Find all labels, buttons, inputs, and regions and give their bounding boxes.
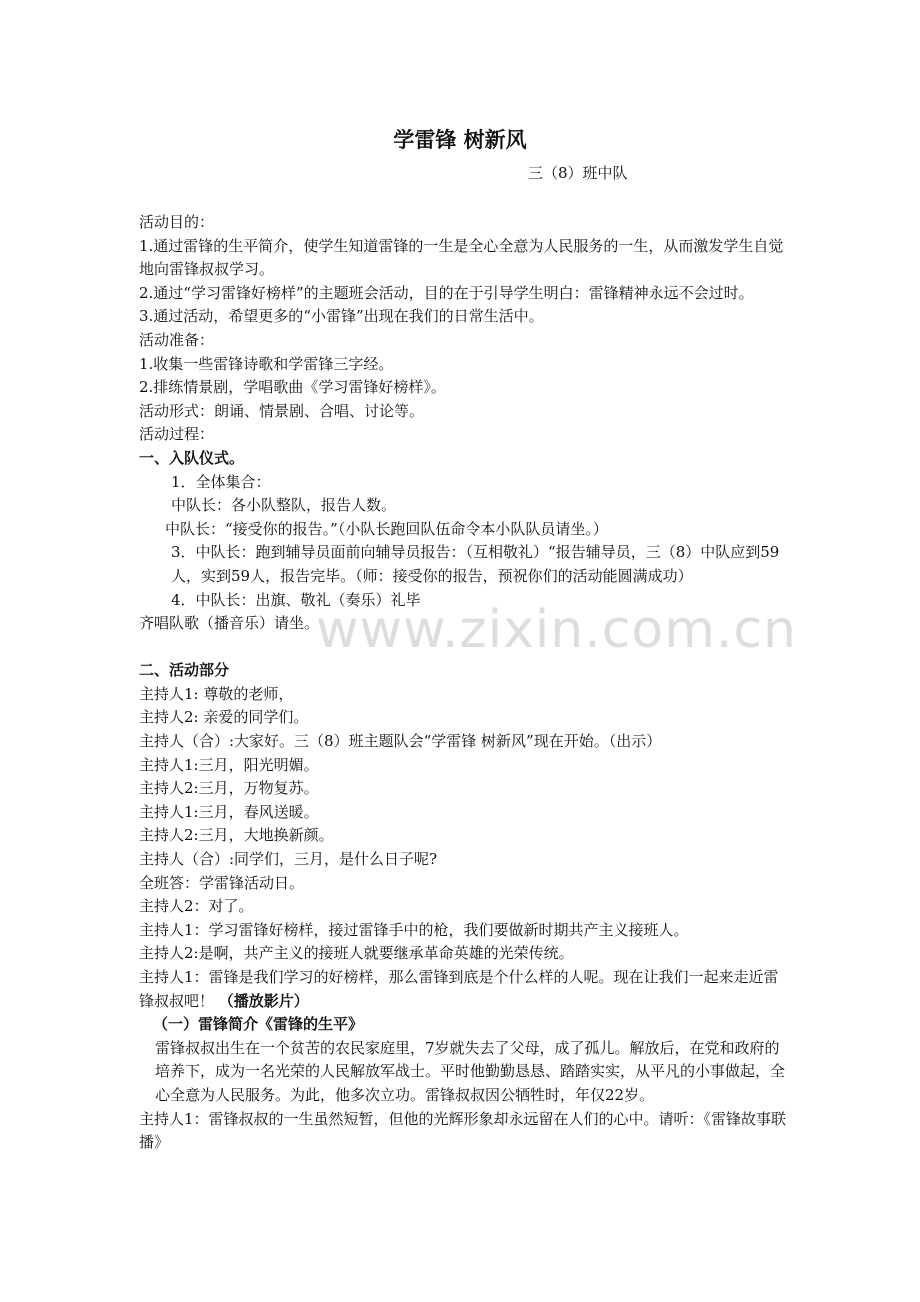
section-heading-process: 活动过程： bbox=[139, 425, 215, 444]
script-line: 主持人1: 尊敬的老师， bbox=[139, 684, 294, 703]
biography-paragraph: 雷锋叔叔出生在一个贫苦的农民家庭里，7岁就失去了父母，成了孤儿。解放后，在党和政府的培养下，成为一名光荣的人民解放军战士。平时他勤勤恳恳、踏踏实实，从平凡的小事做起，全心全意为人民服务。为此，他多次立功。雷锋叔叔因公牺牲时，年仅22岁。 bbox=[155, 1038, 786, 1104]
script-line: 主持人1:三月，春风送暖。 bbox=[139, 802, 319, 821]
script-line-with-cue bbox=[139, 966, 791, 1013]
ceremony-step-4: 4．中队长：出旗、敬礼（奏乐）礼毕 bbox=[171, 590, 421, 609]
script-line: 全班答：学雷锋活动日。 bbox=[139, 873, 305, 892]
ceremony-step-2: 中队长：“接受你的报告。”（小队长跑回队伍命令本小队队员请坐。） bbox=[165, 519, 608, 538]
subsection-heading-biography: （一）雷锋简介《雷锋的生平》 bbox=[153, 1015, 364, 1034]
script-line: 主持人2: 亲爱的同学们。 bbox=[139, 708, 309, 727]
script-line: 主持人2：对了。 bbox=[139, 897, 254, 916]
ceremony-step-1: 1．全体集合： bbox=[171, 472, 271, 491]
class-squad-label: 三（8）班中队 bbox=[528, 164, 628, 182]
document-title: 学雷锋 树新风 bbox=[393, 127, 527, 152]
play-video-cue: （播放影片） bbox=[218, 991, 309, 1010]
script-line: 主持人1:三月，阳光明媚。 bbox=[139, 755, 319, 774]
preparation-item-1: 1.收集一些雷锋诗歌和学雷锋三字经。 bbox=[139, 354, 394, 373]
script-line: 主持人2:是啊，共产主义的接班人就要继承革命英雄的光荣传统。 bbox=[139, 944, 574, 963]
script-line: 主持人1：雷锋是我们学习的好榜样，那么雷锋到底是个什么样的人呢。现在让我们一起来走近雷锋叔叔吧！ bbox=[139, 968, 779, 1010]
script-line: 主持人2:三月，万物复苏。 bbox=[139, 779, 319, 798]
ceremony-step-1-detail: 中队长：各小队整队，报告人数。 bbox=[171, 496, 397, 515]
document-body bbox=[139, 211, 791, 1155]
ceremony-anthem: 齐唱队歌（播音乐）请坐。 bbox=[139, 614, 320, 633]
section-heading-preparation: 活动准备： bbox=[139, 330, 215, 349]
script-line: 主持人（合）:同学们，三月，是什么日子呢? bbox=[139, 850, 438, 869]
script-line: 主持人1：雷锋叔叔的一生虽然短暂，但他的光辉形象却永远留在人们的心中。请听：《雷锋故事联播》 bbox=[139, 1109, 787, 1152]
watermark: www.zixin.com.cn bbox=[316, 600, 797, 660]
blank-line bbox=[139, 636, 791, 660]
activity-format: 活动形式：朗诵、情景剧、合唱、讨论等。 bbox=[139, 401, 425, 420]
purpose-item-1: 1.通过雷锋的生平简介，使学生知道雷锋的一生是全心全意为人民服务的一生，从而激发学生自觉地向雷锋叔叔学习。 bbox=[139, 236, 784, 279]
script-line: 主持人1：学习雷锋好榜样，接过雷锋手中的枪，我们要做新时期共产主义接班人。 bbox=[139, 920, 689, 939]
part-heading-activity: 二、活动部分 bbox=[139, 661, 230, 680]
purpose-item-3: 3.通过活动，希望更多的“小雷锋”出现在我们的日常生活中。 bbox=[139, 307, 544, 326]
script-line: 主持人（合）:大家好。三（8）班主题队会“学雷锋 树新风”现在开始。（出示） bbox=[139, 732, 662, 751]
script-line: 主持人2:三月，大地换新颜。 bbox=[139, 826, 334, 845]
section-heading-purpose: 活动目的： bbox=[139, 213, 215, 231]
purpose-item-2: 2.通过“学习雷锋好榜样”的主题班会活动，目的在于引导学生明白：雷锋精神永远不会过时。 bbox=[139, 283, 754, 302]
ceremony-step-3: 3．中队长：跑到辅导员面前向辅导员报告：（互相敬礼）“报告辅导员，三（8）中队应到59人，实到59人，报告完毕。（师：接受你的报告，预祝你们的活动能圆满成功） bbox=[171, 543, 780, 585]
part-heading-ceremony: 一、入队仪式。 bbox=[139, 448, 245, 467]
preparation-item-2: 2.排练情景剧，学唱歌曲《学习雷锋好榜样》。 bbox=[139, 378, 446, 397]
